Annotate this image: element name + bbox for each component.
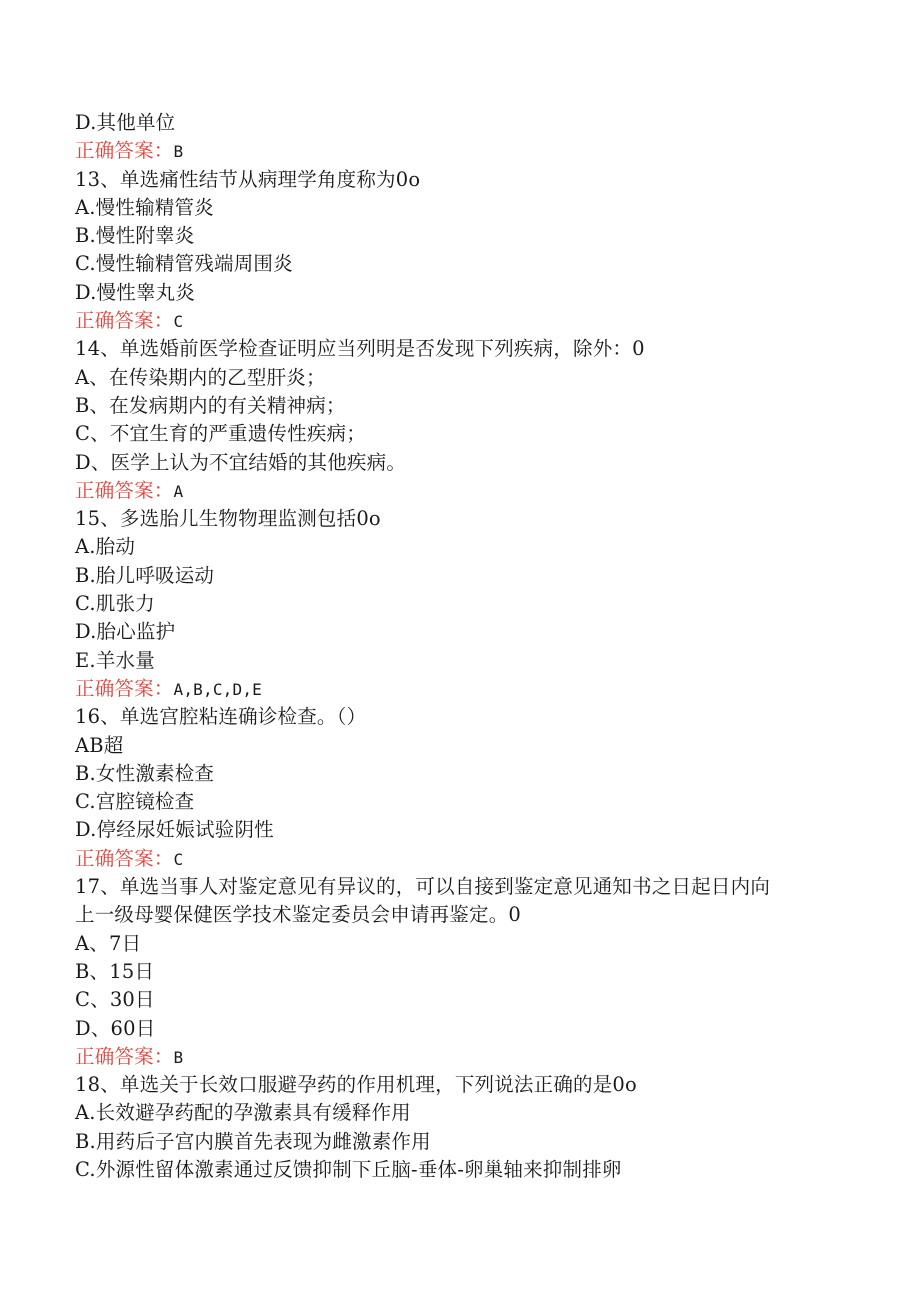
answer-value: B [173, 1047, 184, 1067]
option-line: C、不宜生育的严重遗传性疾病； [75, 422, 366, 446]
answer-label: 正确答案： [75, 309, 174, 333]
option-line: D、60日 [75, 1016, 156, 1040]
question-line: 17、单选当事人对鉴定意见有异议的，可以自接到鉴定意见通知书之日起日内向 [75, 875, 771, 899]
option-line: A、7日 [75, 931, 142, 955]
option-line: D.胎心监护 [75, 620, 176, 644]
answer-label: 正确答案： [75, 1044, 174, 1068]
answer-line [75, 675, 845, 703]
answer-value: C [173, 312, 184, 332]
answer-value: C [173, 849, 184, 869]
option-line: B.用药后子宫内膜首先表现为雌激素作用 [75, 1129, 431, 1153]
option-line: A.慢性输精管炎 [75, 195, 214, 219]
option-line: A、在传染期内的乙型肝炎； [75, 365, 326, 389]
option-line: B.慢性附睾炎 [75, 224, 195, 248]
option-line: B、在发病期内的有关精神病； [75, 393, 346, 417]
question-line: 15、多选胎儿生物物理监测包括0o [75, 507, 381, 531]
option-line: B.女性激素检查 [75, 761, 215, 785]
option-line: C、30日 [75, 988, 155, 1012]
document-page [75, 109, 845, 1184]
option-line: C.宫腔镜检查 [75, 790, 195, 814]
question-line: 14、单选婚前医学检查证明应当列明是否发现下列疾病，除外：0 [75, 337, 645, 361]
answer-line [75, 137, 845, 165]
question-line: 上一级母婴保健医学技术鉴定委员会申请再鉴定。0 [75, 903, 522, 927]
answer-label: 正确答案： [75, 676, 174, 700]
answer-label: 正确答案： [75, 478, 174, 502]
option-line: C.肌张力 [75, 592, 155, 616]
answer-value: A [173, 481, 184, 501]
option-line: AB超 [75, 733, 124, 757]
option-line: D.其他单位 [75, 111, 176, 134]
option-line: A.长效避孕药配的孕激素具有缓释作用 [75, 1101, 411, 1125]
option-line: A.胎动 [75, 535, 136, 559]
question-line: 16、单选宫腔粘连确诊检查。（） [75, 705, 367, 729]
answer-value: B [173, 142, 184, 162]
option-line: C.外源性留体激素通过反馈抑制下丘脑-垂体-卵巢轴来抑制排卵 [75, 1157, 622, 1181]
answer-line [75, 845, 845, 873]
answer-value: A,B,C,D,E [173, 679, 263, 699]
option-line: D.慢性睾丸炎 [75, 280, 196, 304]
answer-line [75, 477, 845, 505]
option-line: D.停经尿妊娠试验阴性 [75, 818, 274, 842]
answer-label: 正确答案： [75, 846, 174, 870]
answer-label: 正确答案： [75, 139, 174, 163]
option-line: C.慢性输精管残端周围炎 [75, 252, 293, 276]
option-line: D、医学上认为不宜结婚的其他疾病。 [75, 450, 407, 474]
question-line: 18、单选关于长效口服避孕药的作用机理，下列说法正确的是0o [75, 1073, 637, 1097]
answer-line [75, 307, 845, 335]
answer-line [75, 1043, 845, 1071]
option-line: E.羊水量 [75, 648, 155, 672]
question-line: 13、单选痛性结节从病理学角度称为0o [75, 167, 421, 191]
option-line: B.胎儿呼吸运动 [75, 563, 215, 587]
option-line: B、15日 [75, 959, 155, 983]
